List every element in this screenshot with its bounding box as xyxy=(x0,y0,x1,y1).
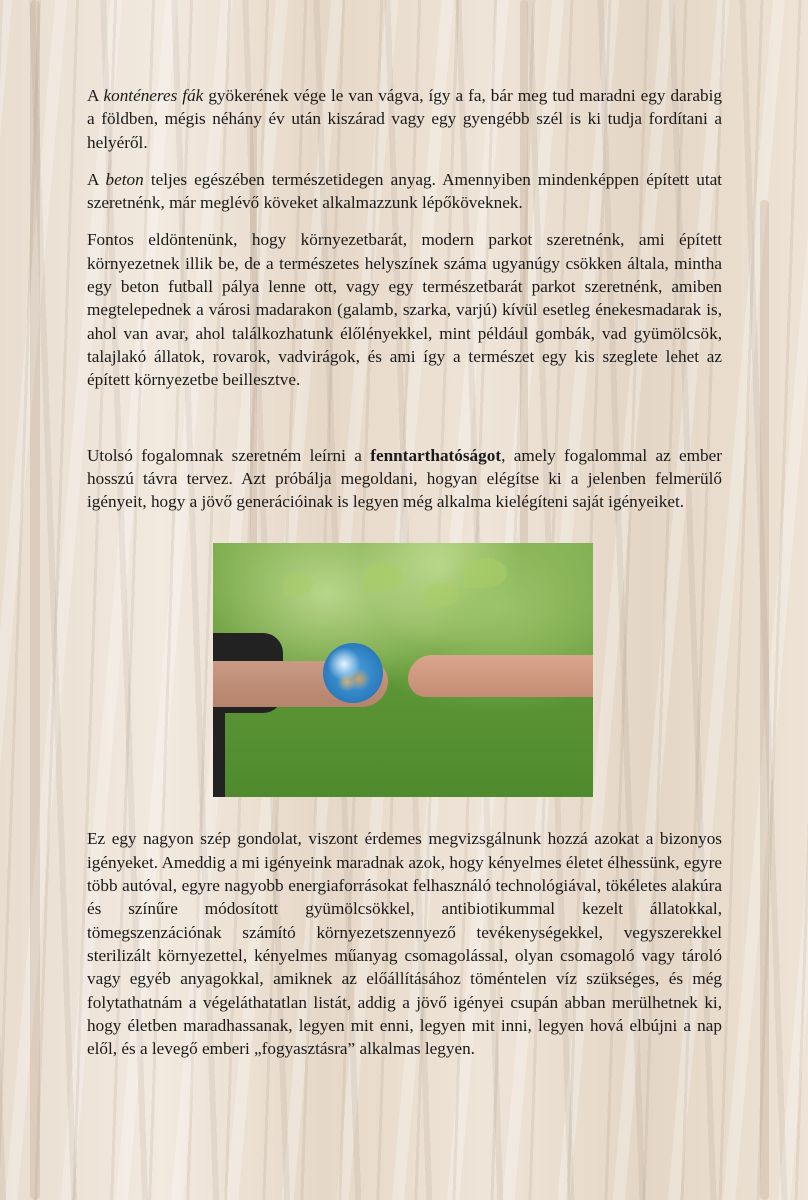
paragraph-park: Fontos eldöntenünk, hogy környezetbarát, modern parkot szeretnénk, ami épített környezetnek illik be, de a természetes helyszínek száma ugyanúgy csökken általa, mintha egy beton futball pálya lenne ott, vagy egy természetbarát parkot szeretnénk, amiben megtelepednek a városi madarakon (galamb, szarka, varjú) kívül esetleg énekesmadarak is, ahol van avar, ahol találkozhatunk élőlényekkel, mint például gombák, vad gyümölcsök, talajlakó állatok, rovarok, vadvirágok, és ami így a természet egy kis szeglete lehet az épített környezetbe beillesztve. xyxy=(87,230,722,390)
emphasis-term: beton xyxy=(105,169,144,189)
hands-globe-photo xyxy=(213,543,593,797)
paragraph-container-trees xyxy=(87,84,722,154)
bark-texture xyxy=(760,200,769,1200)
bold-term: fenntarthatóságot xyxy=(370,445,502,465)
bark-texture xyxy=(30,0,40,1200)
paragraph-concrete xyxy=(87,168,722,215)
paragraph-text: A xyxy=(87,86,104,105)
paragraph-text: A xyxy=(87,169,106,189)
sleeve xyxy=(213,713,225,797)
document-page xyxy=(87,84,722,1074)
emphasis-term: konténeres fák xyxy=(103,86,204,105)
paragraph-sustainability xyxy=(87,444,722,514)
paragraph-text: gyökerének vége le van vágva, így a fa, bár meg tud maradni egy darabig a földben, mégis néhány év után kiszárad vagy egy gyengébb szél is ki tudja fordítani a helyéről. xyxy=(87,86,723,152)
paragraph-text: teljes egészében természetidegen anyag. Amennyiben mindenképpen épített utat szeretnénk, már meglévő köveket alkalmazzunk lépőköveknek. xyxy=(87,169,722,213)
paragraph-text: Utolsó fogalomnak szeretném leírni a xyxy=(87,445,371,465)
paragraph-text: , amely fogalommal az ember hosszú távra tervez. Azt próbálja megoldani, hogyan elégítse ki a jelenben felmerülő igényeit, hogy a jövő generációinak is legyen még alkalma kielégíteni saját igényeiket. xyxy=(87,445,723,512)
leaf-shape xyxy=(463,558,507,588)
leaf-shape xyxy=(363,563,403,591)
leaf-shape xyxy=(283,573,313,595)
paragraph-needs: Ez egy nagyon szép gondolat, viszont érdemes megvizsgálnunk hozzá azokat a bizonyos igényeket. Ameddig a mi igényeink maradnak azok, hogy kényelmes életet élhessünk, egyre több autóval, egyre nagyobb energiaforrásokat felhasználó technológiával, tökéletes alakúra és színűre módosított gyümölcsökkel, antibiotikummal kezelt állatokkal, tömegszenzációnak számító környezetszennyező tevékenységekkel, vegyszerekkel sterilizált környezettel, kényelmes műanyag csomagolással, olyan csomagoló vagy tároló vagy egyéb anyagokkal, amiknek az előállításához töméntelen víz szükséges, és még folytathatnám a végeláthatatlan listát, addig a jövő igényei csupán abban merülhetnek ki, hogy életben maradhassanak, legyen mit enni, legyen mit inni, legyen hová elbújni a nap elől, és a levegő emberi „fogyasztásra” alkalmas legyen. xyxy=(87,829,722,1059)
leaf-shape xyxy=(423,583,459,607)
right-arm xyxy=(408,655,593,697)
